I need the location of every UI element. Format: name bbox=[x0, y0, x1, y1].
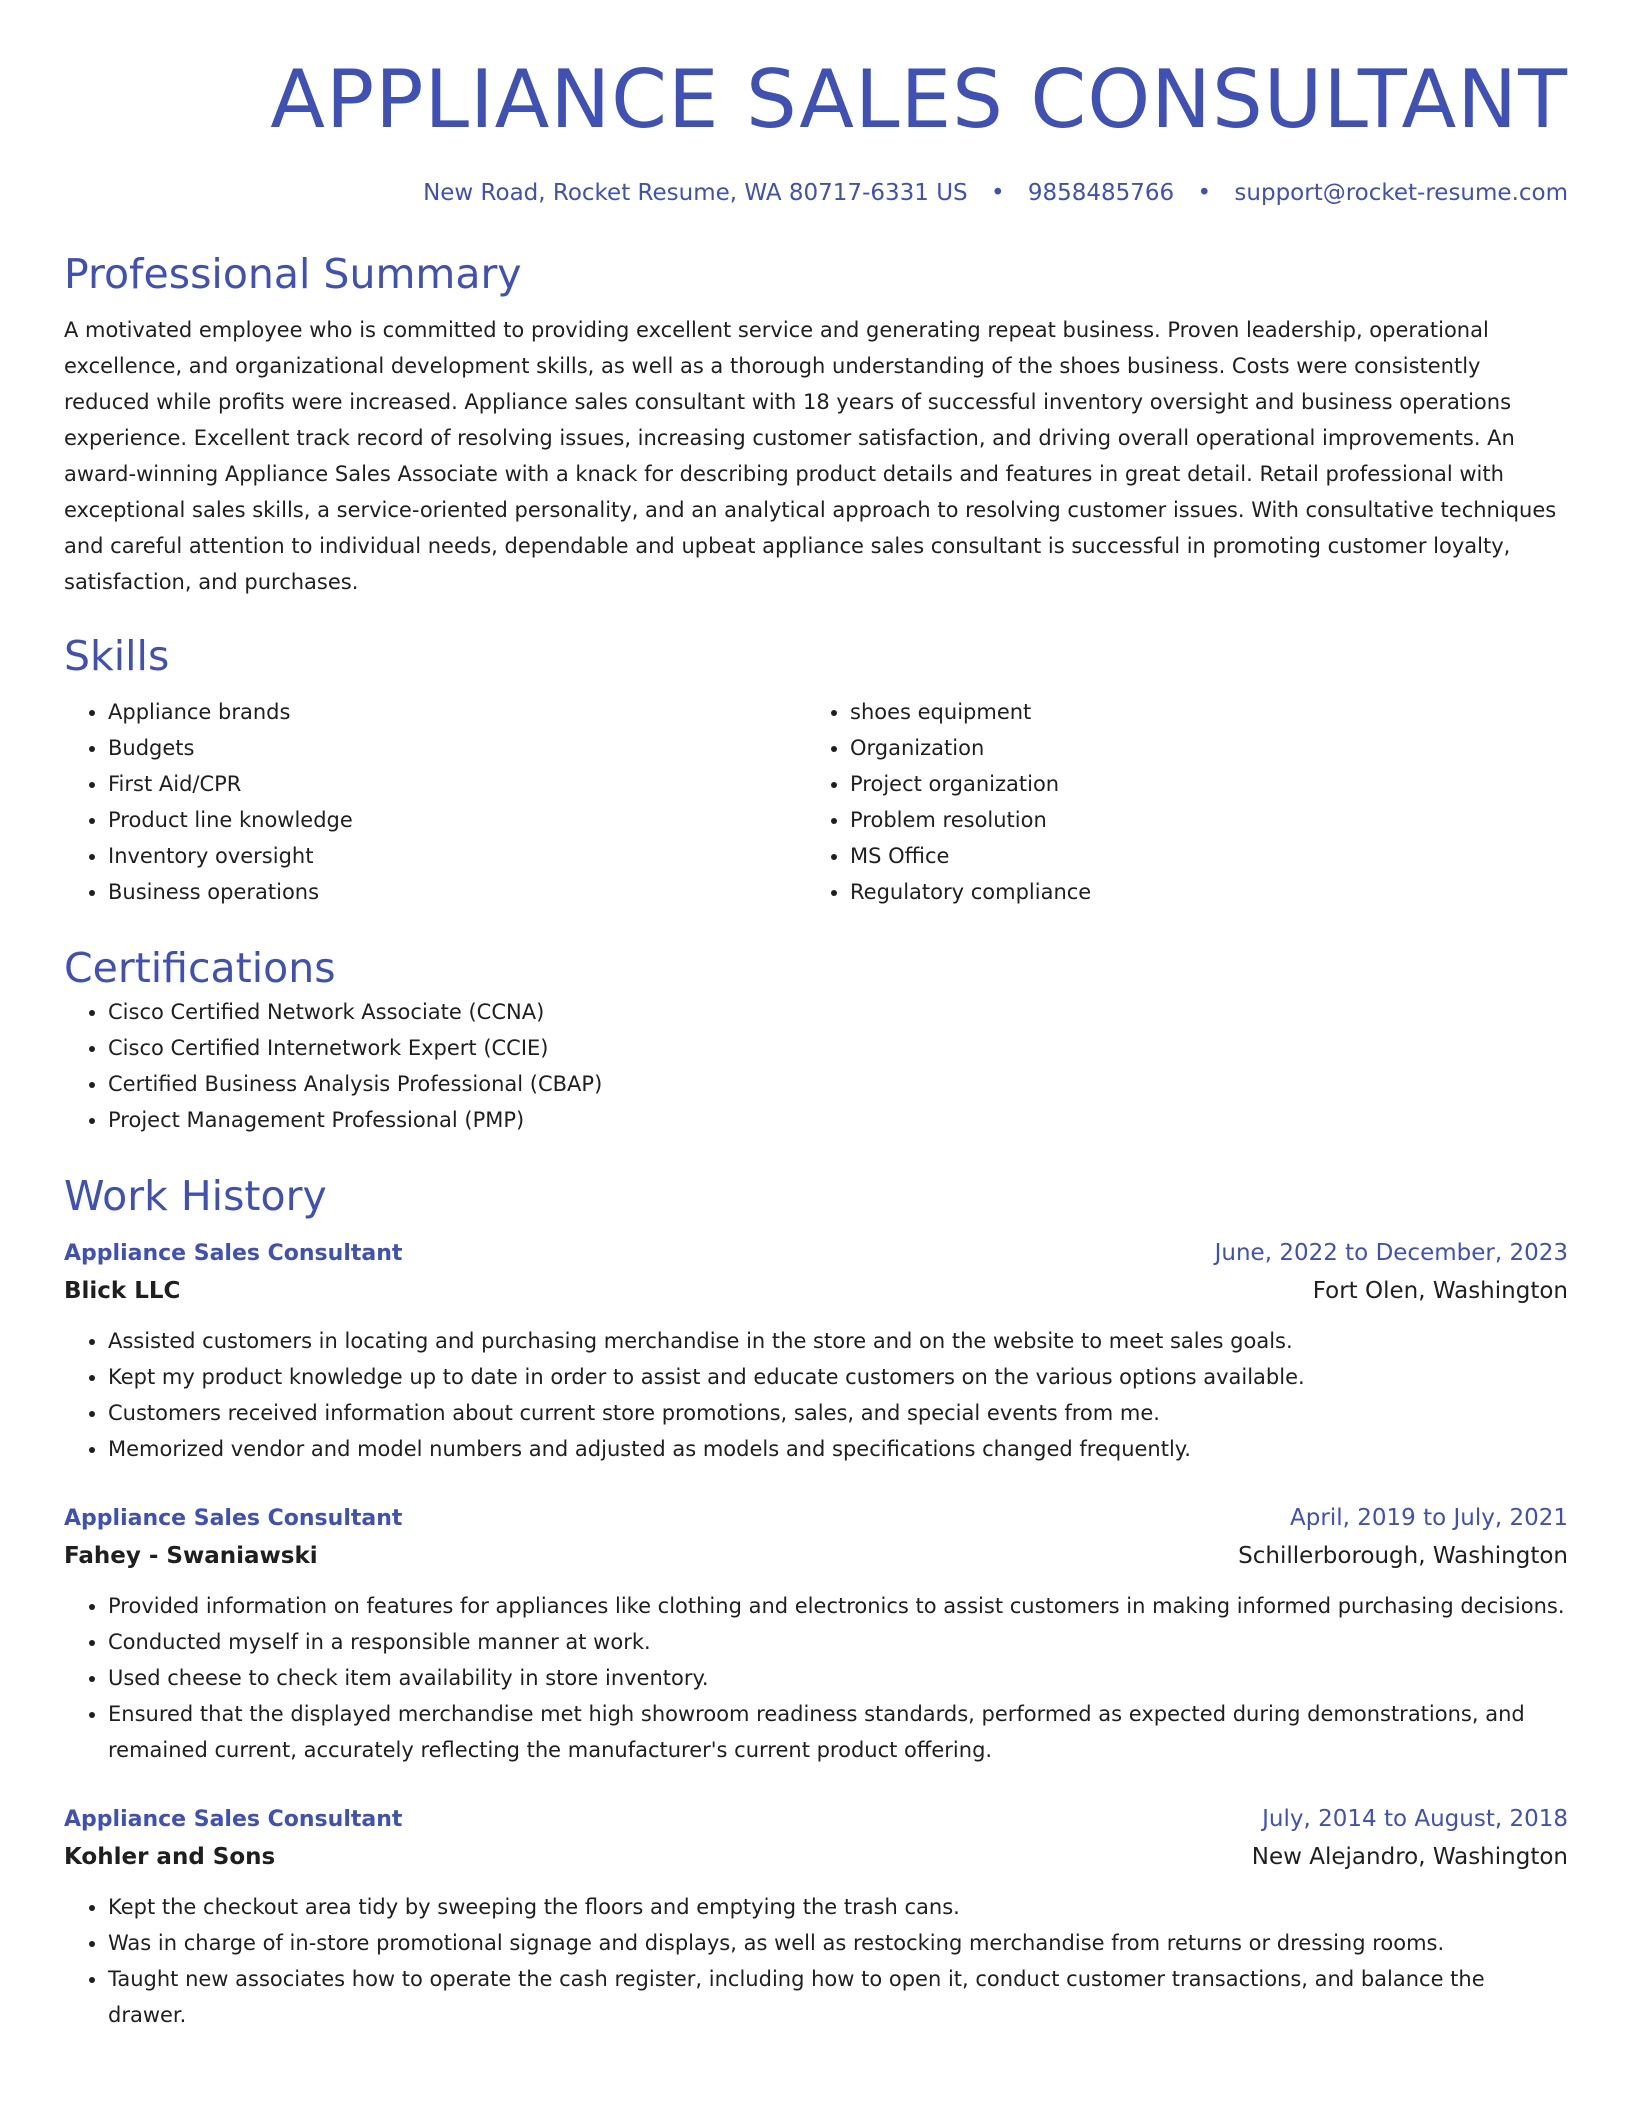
candidate-name: APPLIANCE SALES CONSULTANT bbox=[270, 53, 1568, 146]
job-entry bbox=[64, 1802, 1568, 2033]
skills-column-left bbox=[64, 694, 806, 910]
job-location: New Alejandro, Washington bbox=[1251, 1844, 1568, 1870]
job-location: Fort Olen, Washington bbox=[1312, 1278, 1568, 1304]
skills-list bbox=[64, 694, 1568, 910]
skill-item: • Budgets bbox=[108, 730, 806, 766]
skill-item: • Business operations bbox=[108, 874, 806, 910]
job-company: Kohler and Sons bbox=[64, 1844, 276, 1870]
job-company: Fahey - Swaniawski bbox=[64, 1543, 318, 1569]
skill-item: • MS Office bbox=[850, 838, 1548, 874]
job-duty: • Assisted customers in locating and purchasing merchandise in the store and on the website to meet sales goals. bbox=[108, 1323, 1568, 1359]
job-duty: • Used cheese to check item availability in store inventory. bbox=[108, 1660, 1568, 1696]
job-duty: • Ensured that the displayed merchandise met high showroom readiness standards, performed as expected during demonstrations, and remained current, accurately reflecting the manufacturer's current product offering. bbox=[108, 1696, 1568, 1768]
job-dates: April, 2019 to July, 2021 bbox=[1290, 1505, 1568, 1531]
skill-item: • shoes equipment bbox=[850, 694, 1548, 730]
job-duty: • Memorized vendor and model numbers and adjusted as models and specifications changed frequently. bbox=[108, 1431, 1568, 1467]
certification-item: • Project Management Professional (PMP) bbox=[108, 1102, 1568, 1138]
contact-address: New Road, Rocket Resume, WA 80717-6331 US bbox=[423, 180, 968, 206]
job-title: Appliance Sales Consultant bbox=[64, 1506, 403, 1531]
job-duties bbox=[64, 1588, 1568, 1768]
skill-item: • Appliance brands bbox=[108, 694, 806, 730]
job-duty: • Taught new associates how to operate the cash register, including how to open it, conduct customer transactions, and balance the drawer. bbox=[108, 1961, 1568, 2033]
job-duties bbox=[64, 1323, 1568, 1467]
job-duty: • Was in charge of in-store promotional signage and displays, as well as restocking merchandise from returns or dressing rooms. bbox=[108, 1925, 1568, 1961]
skill-item: • Project organization bbox=[850, 766, 1548, 802]
skill-item: • Problem resolution bbox=[850, 802, 1548, 838]
job-entry bbox=[64, 1501, 1568, 1768]
job-duty: • Provided information on features for appliances like clothing and electronics to assist customers in making informed purchasing decisions. bbox=[108, 1588, 1568, 1624]
summary-heading: Professional Summary bbox=[64, 250, 522, 298]
contact-email: support@rocket-resume.com bbox=[1234, 180, 1568, 206]
skill-item: • Product line knowledge bbox=[108, 802, 806, 838]
certification-item: • Cisco Certified Network Associate (CCNA) bbox=[108, 994, 1568, 1030]
job-dates: June, 2022 to December, 2023 bbox=[1214, 1240, 1568, 1266]
contact-phone: 9858485766 bbox=[1027, 180, 1175, 206]
skills-heading: Skills bbox=[64, 632, 170, 680]
contact-separator: • bbox=[1197, 180, 1212, 206]
work-history-heading: Work History bbox=[64, 1172, 327, 1220]
job-duty: • Kept the checkout area tidy by sweeping the floors and emptying the trash cans. bbox=[108, 1889, 1568, 1925]
certification-item: • Certified Business Analysis Professional (CBAP) bbox=[108, 1066, 1568, 1102]
job-entry bbox=[64, 1236, 1568, 1467]
job-duty: • Kept my product knowledge up to date in order to assist and educate customers on the various options available. bbox=[108, 1359, 1568, 1395]
job-duty: • Customers received information about current store promotions, sales, and special events from me. bbox=[108, 1395, 1568, 1431]
job-duty: • Conducted myself in a responsible manner at work. bbox=[108, 1624, 1568, 1660]
certifications-list bbox=[64, 994, 1568, 1138]
certification-item: • Cisco Certified Internetwork Expert (CCIE) bbox=[108, 1030, 1568, 1066]
job-duties bbox=[64, 1889, 1568, 2033]
skill-item: • Regulatory compliance bbox=[850, 874, 1548, 910]
contact-line bbox=[64, 178, 1568, 208]
job-company: Blick LLC bbox=[64, 1278, 181, 1304]
certifications-heading: Certifications bbox=[64, 944, 336, 992]
skill-item: • Organization bbox=[850, 730, 1548, 766]
job-location: Schillerborough, Washington bbox=[1238, 1543, 1568, 1569]
resume-header bbox=[64, 50, 1568, 208]
skills-column-right bbox=[806, 694, 1548, 910]
job-title: Appliance Sales Consultant bbox=[64, 1807, 403, 1832]
skill-item: • First Aid/CPR bbox=[108, 766, 806, 802]
contact-separator: • bbox=[990, 180, 1005, 206]
summary-text: A motivated employee who is committed to providing excellent service and generating repeat business. Proven leadership, operational excellence, and organizational development skills, as well as a thorough understanding of the shoes business. Costs were consistently reduced while profits were increased. Appliance sales consultant with 18 years of successful inventory oversight and business operations experience. Excellent track record of resolving issues, increasing customer satisfaction, and driving overall operational improvements. An award-winning Appliance Sales Associate with a knack for describing product details and features in great detail. Retail professional with exceptional sales skills, a service-oriented personality, and an analytical approach to resolving customer issues. With consultative techniques and careful attention to individual needs, dependable and upbeat appliance sales consultant is successful in promoting customer loyalty, satisfaction, and purchases. bbox=[64, 318, 1557, 594]
job-title: Appliance Sales Consultant bbox=[64, 1241, 403, 1266]
job-dates: July, 2014 to August, 2018 bbox=[1262, 1806, 1568, 1832]
skill-item: • Inventory oversight bbox=[108, 838, 806, 874]
